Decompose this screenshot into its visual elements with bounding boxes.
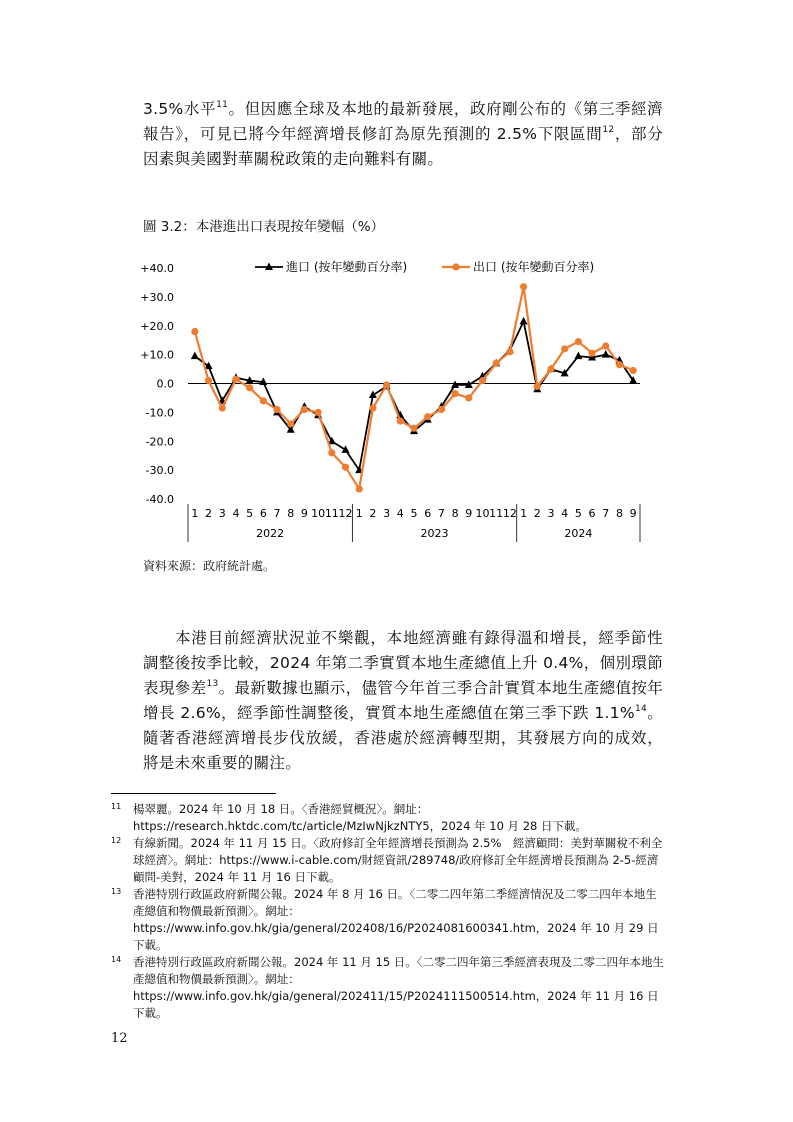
data-point — [273, 406, 280, 413]
year-label: 2023 — [420, 527, 449, 540]
data-point — [356, 485, 363, 492]
para2-text-b: 。最新數據也顯示，儘管今年首三季合計實質本地生產總值按年增長 2.6%，經季節性調整後，實質本地生產總值在第三季下跌 1.1% — [143, 679, 664, 722]
x-tick-label: 12 — [502, 507, 517, 520]
data-point — [315, 409, 322, 416]
y-tick-label: +20.0 — [140, 319, 174, 333]
data-point — [465, 394, 472, 401]
x-tick-label: 9 — [629, 507, 637, 520]
y-tick-label: +30.0 — [140, 290, 174, 304]
footnote-text: 香港特別行政區政府新聞公報。2024 年 11 月 15 日。〈二零二四年第三季經濟表現及二零二四年本地生產總值和物價最新預測〉。網址： — [133, 955, 665, 986]
data-point — [575, 338, 582, 345]
x-tick-label: 8 — [451, 507, 459, 520]
footnote-number: 11 — [111, 802, 122, 811]
footnote-url[interactable]: https://www.info.gov.hk/gia/general/202411/15/P2024111500514.htm，2024 年 11 月 16 日下載。 — [133, 989, 659, 1020]
data-point — [574, 352, 582, 360]
y-tick-label: 0.0 — [156, 377, 174, 391]
data-point — [493, 360, 500, 367]
data-point — [232, 376, 239, 383]
data-point — [630, 367, 637, 374]
x-tick-label: 1 — [520, 507, 528, 520]
data-point — [561, 345, 568, 352]
para2-text-a: 本港目前經濟狀況並不樂觀，本地經濟雖有錄得溫和增長，經季節性調整後按季比較，2024 年第二季實質本地生產總值上升 0.4%，個別環節表現參差 — [143, 629, 663, 697]
x-tick-label: 10 — [475, 507, 490, 520]
data-point — [397, 417, 404, 424]
data-point — [301, 406, 308, 413]
x-tick-label: 6 — [588, 507, 596, 520]
year-label: 2022 — [256, 527, 285, 540]
x-tick-label: 8 — [615, 507, 623, 520]
data-point — [534, 383, 541, 390]
footnote-number: 12 — [111, 836, 122, 845]
data-point — [369, 404, 376, 411]
y-tick-label: -20.0 — [145, 435, 174, 449]
footnote-13 — [111, 886, 666, 954]
figure-source: 資料來源：政府統計處。 — [143, 559, 276, 573]
x-tick-label: 5 — [410, 507, 418, 520]
legend-label: 進口 (按年變動百分率) — [286, 260, 408, 274]
footnote-text: 香港特別行政區政府新聞公報。2024 年 8 月 16 日。〈二零二四年第二季經濟情況及二零二四年本地生產總值和物價最新預測〉。網址： — [133, 887, 657, 918]
data-point — [602, 342, 609, 349]
x-tick-label: 4 — [232, 507, 240, 520]
para2-text-c: 。隨著香港經濟增長步伐放緩，香港處於經濟轉型期，其發展方向的成效，將是未來重要的關注。 — [143, 704, 663, 772]
series-line — [195, 321, 633, 470]
footnote-number: 14 — [111, 955, 122, 964]
footnotes — [111, 801, 666, 1022]
data-point — [520, 317, 528, 325]
data-point — [438, 406, 445, 413]
x-tick-label: 12 — [338, 507, 353, 520]
data-point — [287, 420, 294, 427]
footnote-url[interactable]: https://research.hktdc.com/tc/article/MzIwNjkzNTY5，2024 年 10 月 28 日下載。 — [133, 819, 587, 833]
line-chart — [140, 250, 650, 550]
data-point — [342, 464, 349, 471]
x-tick-label: 1 — [191, 507, 199, 520]
data-point — [260, 397, 267, 404]
footnote-divider — [111, 793, 276, 794]
intro-paragraph — [143, 97, 663, 172]
x-tick-label: 6 — [259, 507, 267, 520]
footnote-ref-11[interactable]: 11 — [216, 100, 229, 110]
y-tick-label: -30.0 — [145, 464, 174, 478]
x-tick-label: 3 — [218, 507, 226, 520]
y-tick-label: -40.0 — [145, 493, 174, 506]
x-tick-label: 6 — [424, 507, 432, 520]
para1-text-a: 3.5%水平 — [143, 100, 217, 118]
x-tick-label: 11 — [324, 507, 339, 520]
data-point — [191, 328, 198, 335]
data-point — [219, 404, 226, 411]
y-tick-label: -10.0 — [145, 406, 174, 420]
data-point — [588, 350, 595, 357]
page-number: 12 — [111, 1031, 128, 1046]
x-tick-label: 4 — [561, 507, 569, 520]
x-tick-label: 2 — [205, 507, 213, 520]
x-tick-label: 2 — [533, 507, 541, 520]
footnote-number: 13 — [111, 887, 122, 896]
footnote-11 — [111, 801, 666, 835]
x-tick-label: 1 — [355, 507, 363, 520]
data-point — [424, 413, 431, 420]
footnote-text: 楊翠麗。2024 年 10 月 18 日。〈香港經貿概況〉。網址： — [133, 802, 429, 816]
data-point — [246, 384, 253, 391]
data-point — [506, 348, 513, 355]
footnote-text[interactable]: 有線新聞。2024 年 11 月 15 日。〈政府修訂全年經濟增長預測為 2.5% 經濟顧問：美對華關稅不利全球經濟〉。網址：https://www.i-cable.com/財經資訊/289748/政府修訂全年經濟增長預測為 2-5-經濟顧問-美對，2024 年 11 月 16 日下載。 — [133, 836, 663, 884]
data-point — [191, 352, 199, 360]
legend-label: 出口 (按年變動百分率) — [473, 260, 595, 274]
legend-marker — [452, 263, 459, 270]
y-tick-label: +40.0 — [140, 262, 174, 275]
x-tick-label: 3 — [383, 507, 391, 520]
footnote-ref-12[interactable]: 12 — [602, 125, 615, 135]
body-paragraph — [143, 626, 663, 776]
data-point — [383, 381, 390, 388]
footnote-url[interactable]: https://www.info.gov.hk/gia/general/202408/16/P2024081600341.htm，2024 年 10 月 29 日下載。 — [133, 921, 659, 952]
figure-title: 圖 3.2：本港進出口表現按年變幅（%） — [143, 219, 385, 235]
x-tick-label: 7 — [602, 507, 610, 520]
x-tick-label: 10 — [311, 507, 326, 520]
x-tick-label: 4 — [396, 507, 404, 520]
x-tick-label: 3 — [547, 507, 555, 520]
x-tick-label: 11 — [489, 507, 504, 520]
x-tick-label: 9 — [465, 507, 473, 520]
para1-text-b: 。但因應全球及本地的最新發展，政府剛公布的《第三季經濟報告》，可見已將今年經濟增長修訂為原先預測的 2.5%下限區間 — [143, 100, 663, 143]
x-tick-label: 8 — [287, 507, 295, 520]
data-point — [205, 377, 212, 384]
data-point — [616, 361, 623, 368]
y-tick-label: +10.0 — [140, 348, 174, 362]
footnote-12 — [111, 835, 666, 886]
x-tick-label: 7 — [273, 507, 281, 520]
data-point — [547, 365, 554, 372]
footnote-ref-13[interactable]: 13 — [206, 679, 219, 689]
footnote-ref-14[interactable]: 14 — [634, 704, 647, 714]
x-tick-label: 5 — [246, 507, 254, 520]
data-point — [410, 425, 417, 432]
series-line — [195, 287, 633, 489]
data-point — [328, 449, 335, 456]
data-point — [451, 390, 458, 397]
footnote-14 — [111, 954, 666, 1022]
x-tick-label: 5 — [574, 507, 582, 520]
x-tick-label: 9 — [300, 507, 308, 520]
para1-text-c: ，部分因素與美國對華關稅政策的走向難料有關。 — [143, 125, 663, 168]
x-tick-label: 7 — [437, 507, 445, 520]
x-tick-label: 2 — [369, 507, 377, 520]
data-point — [479, 377, 486, 384]
data-point — [520, 283, 527, 290]
year-label: 2024 — [564, 527, 593, 540]
